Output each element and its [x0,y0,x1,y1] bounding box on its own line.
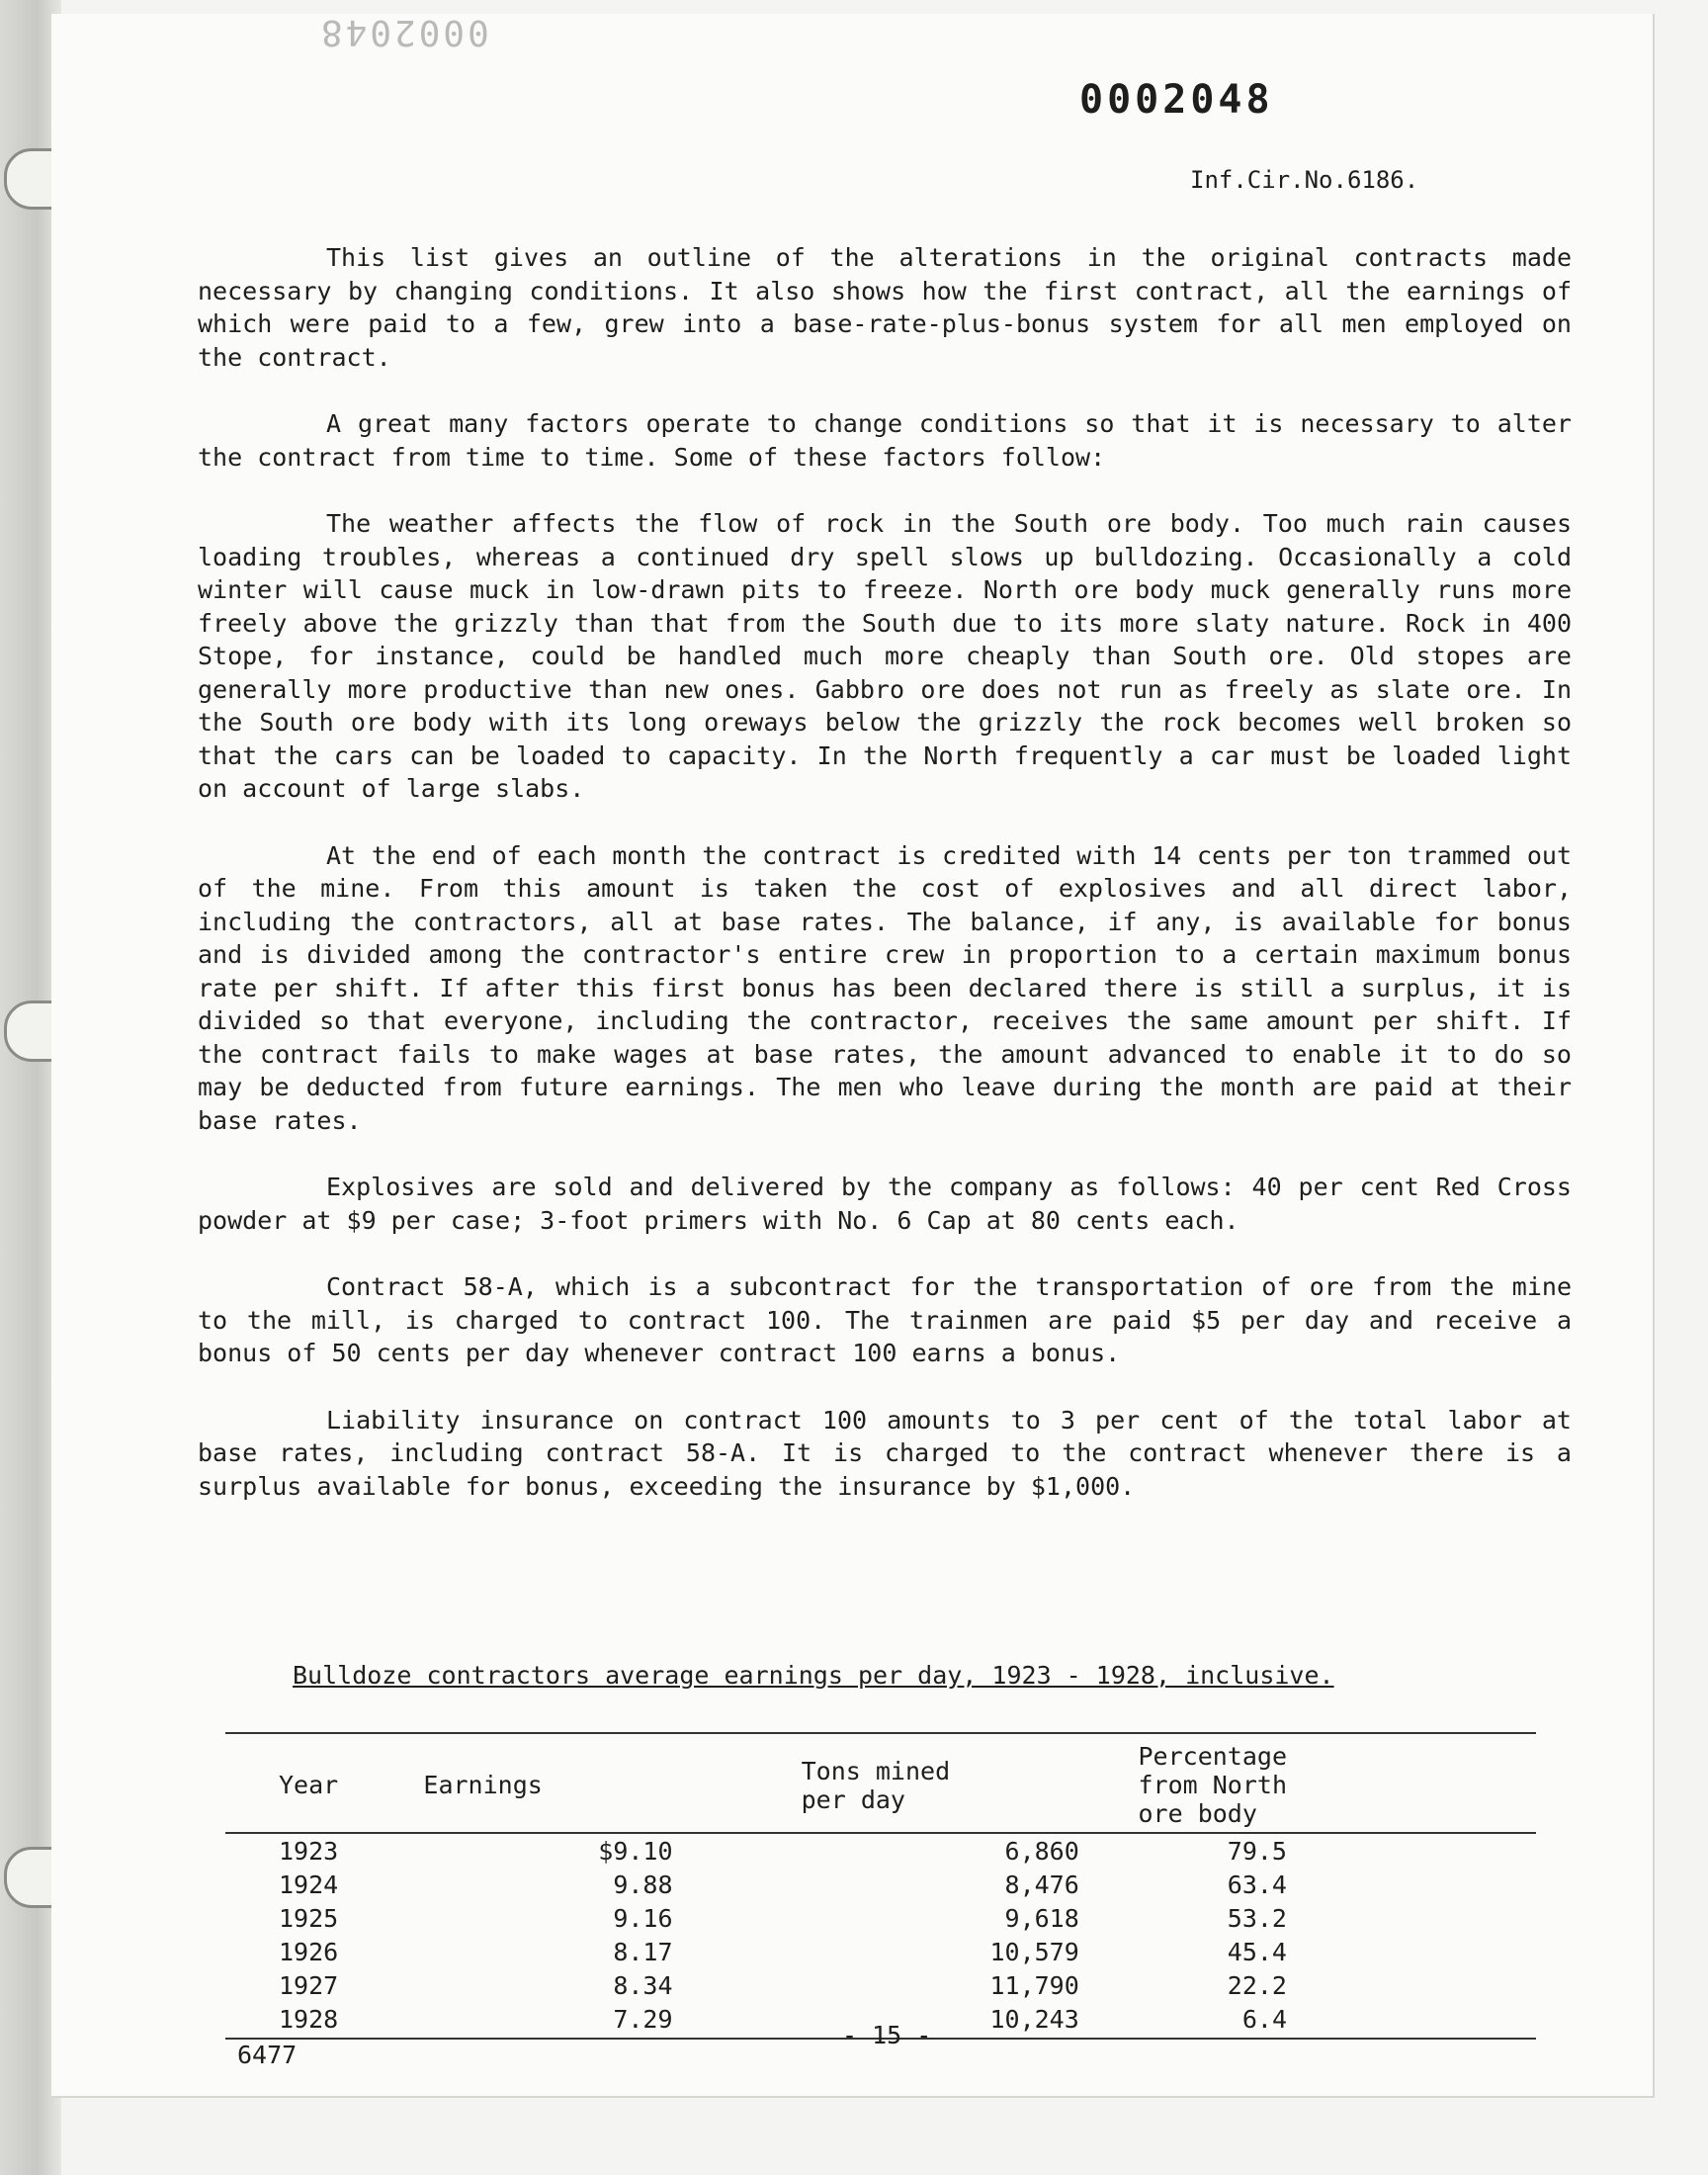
cell-tons: 11,790 [989,1970,1079,2000]
cell-earnings: 8.34 [613,1970,673,2000]
cell-year: 1924 [279,1870,339,1899]
cell-earnings: 9.16 [613,1903,673,1933]
cell-tons: 10,243 [989,2004,1079,2034]
cell-earnings: $9.10 [598,1836,673,1866]
table-row [225,1968,1536,2002]
header-tons: Tons mined per day [801,1756,951,1814]
cell-tons: 6,860 [1004,1836,1079,1866]
table-row [225,1935,1536,1968]
table-row [225,1868,1536,1901]
paragraph: The weather affects the flow of rock in the South ore body. Too much rain causes loading troubles, whereas a continued dry spell slows up bulldozing. Occasionally a cold winter will cause muck in low-drawn pits to freeze. North ore body muck generally runs more freely above the grizzly than that from the South due to its more slaty nature. Rock in 400 Stope, for instance, could be handled much more cheaply than South ore. Old stopes are generally more productive than new ones. Gabbro ore does not run as freely as slate ore. In the South ore body with its long oreways below the grizzly the rock becomes well broken so that the cars can be loaded to capacity. In the North frequently a car must be loaded light on account of large slabs. [198,509,1572,803]
circular-number: Inf.Cir.No.6186. [1190,166,1419,194]
cell-percentage: 53.2 [1227,1903,1287,1933]
cell-percentage: 63.4 [1227,1870,1287,1899]
table-rule-top [225,1732,1536,1734]
cell-earnings: 7.29 [613,2004,673,2034]
earnings-table [225,1732,1536,2040]
paragraph: Explosives are sold and delivered by the company as follows: 40 per cent Red Cross powder at $9 per case; 3-foot primers with No. 6 Cap at 80 cents each. [198,1173,1572,1235]
cell-earnings: 9.88 [613,1870,673,1899]
paragraph: At the end of each month the contract is credited with 14 cents per ton trammed out of the mine. From this amount is taken the cost of explosives and all direct labor, including the contractors, all at base rates. The balance, if any, is available for bonus and is divided among the contractor's entire crew in proportion to a certain maximum bonus rate per shift. If after this first bonus has been declared there is still a surplus, it is divided so that everyone, including the contractor, receives the same amount per shift. If the contract fails to make wages at base rates, the amount advanced to enable it to do so may be deducted from future earnings. The men who leave during the month are paid at their base rates. [198,840,1572,1135]
paragraph: A great many factors operate to change conditions so that it is necessary to alter the contract from time to time. Some of these factors follow: [198,409,1572,472]
body-text [198,241,1572,1536]
data-table-body [225,1834,1536,2036]
bleed-through-stamp: 0002048 [318,12,489,52]
table-row [225,1901,1536,1935]
paragraph: This list gives an outline of the alterations in the original contracts made necessary by changing conditions. It also shows how the first contract, all the earnings of which were paid to a few, grew into a base-rate-plus-bonus system for all men employed on the contract. [198,243,1572,372]
cell-tons: 10,579 [989,1937,1079,1966]
paragraph: Contract 58-A, which is a subcontract for the transportation of ore from the mine to the mill, is charged to contract 100. The trainmen are paid $5 per day and receive a bonus of 50 cents per day whenever contract 100 earns a bonus. [198,1272,1572,1367]
page-number: - 15 - [842,2021,932,2049]
cell-percentage: 22.2 [1227,1970,1287,2000]
header-year: Year [279,1771,339,1799]
table-header-row [225,1742,1536,1828]
paragraph: Liability insurance on contract 100 amounts to 3 per cent of the total labor at base rates, including contract 58-A. It is charged to the contract whenever there is a surplus available for bonus, exceeding the insurance by $1,000. [198,1405,1572,1501]
cell-percentage: 79.5 [1227,1836,1287,1866]
data-table [225,1742,1536,1828]
cell-earnings: 8.17 [613,1937,673,1966]
cell-year: 1927 [279,1970,339,2000]
header-percentage: Percentage from North ore body [1138,1742,1287,1828]
cell-percentage: 6.4 [1241,2004,1287,2034]
cell-percentage: 45.4 [1227,1937,1287,1966]
table-title: Bulldoze contractors average earnings per day, 1923 - 1928, inclusive. [293,1661,1334,1690]
document-number: 6477 [237,2041,298,2069]
header-earnings: Earnings [423,1771,543,1799]
table-row [225,1834,1536,1868]
cell-year: 1925 [279,1903,339,1933]
cell-tons: 8,476 [1004,1870,1079,1899]
cell-year: 1923 [279,1836,339,1866]
cell-tons: 9,618 [1004,1903,1079,1933]
cell-year: 1926 [279,1937,339,1966]
cell-year: 1928 [279,2004,339,2034]
document-stamp-number: 0002048 [1079,77,1274,123]
